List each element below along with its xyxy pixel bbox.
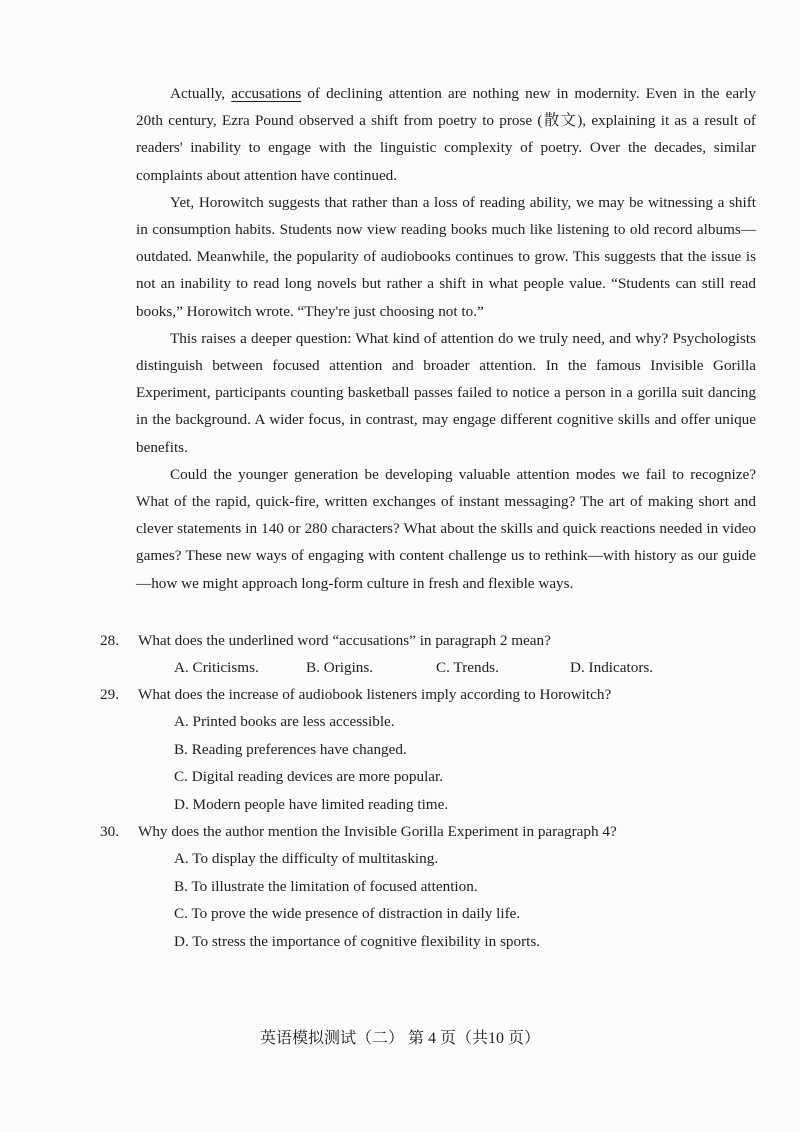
option-c: C. Digital reading devices are more popular.: [174, 768, 444, 786]
option-a: A. Criticisms.: [174, 659, 259, 677]
question-28-options: [136, 654, 756, 681]
question-number: 29.: [100, 686, 119, 704]
paragraph-3: Yet, Horowitch suggests that rather than a loss of reading ability, we may be witnessing a shift in consumption habits. Students now view reading books much like listening to old record albums—outdated. Meanwhile, the popularity of audiobooks continues to grow. This suggests that the issue is not an inability to read long novels but rather a shift in what people value. “Students can still read books,” Horowitch wrote. “They're just choosing not to.”: [136, 193, 756, 320]
question-text: Why does the author mention the Invisible Gorilla Experiment in paragraph 4?: [138, 823, 617, 841]
option-c: C. Trends.: [436, 659, 499, 677]
question-30: [100, 818, 756, 845]
question-number: 28.: [100, 631, 119, 649]
questions-section: [100, 627, 756, 955]
exam-page: [100, 80, 756, 955]
option-c: C. To prove the wide presence of distraction in daily life.: [174, 905, 521, 923]
option-d: D. Indicators.: [570, 659, 654, 677]
question-29: [100, 681, 756, 708]
page-footer: 英语模拟测试（二） 第 4 页（共10 页）: [259, 1030, 540, 1047]
option-a: A. To display the difficulty of multitasking.: [174, 850, 439, 868]
option-b: B. Origins.: [306, 659, 374, 677]
option-b: B. Reading preferences have changed.: [174, 740, 407, 758]
paragraph-2: Actually, accusations of declining attention are nothing new in modernity. Even in the early 20th century, Ezra Pound observed a shift from poetry to prose (散文), explaining it as a result of readers' inability to engage with the linguistic complexity of poetry. Over the decades, similar complaints about attention have continued.: [136, 85, 756, 184]
option-b: B. To illustrate the limitation of focused attention.: [174, 877, 478, 895]
option-d: D. To stress the importance of cognitive flexibility in sports.: [174, 932, 541, 950]
paragraph-4: This raises a deeper question: What kind of attention do we truly need, and why? Psychologists distinguish between focused attention and broader attention. In the famous Invisible Gorilla Experiment, participants counting basketball passes failed to notice a person in a gorilla suit dancing in the background. A wider focus, in contrast, may engage different cognitive skills and offer unique benefits.: [136, 329, 756, 456]
question-28: [100, 627, 756, 654]
underlined-word: accusations: [231, 85, 302, 102]
question-text: What does the underlined word “accusations” in paragraph 2 mean?: [138, 631, 551, 649]
paragraph-5: Could the younger generation be developing valuable attention modes we fail to recognize? What of the rapid, quick-fire, written exchanges of instant messaging? The art of making short and clever statements in 140 or 280 characters? What about the skills and quick reactions needed in video games? These new ways of engaging with content challenge us to rethink—with history as our guide—how we might approach long-form culture in fresh and flexible ways.: [136, 465, 756, 592]
question-number: 30.: [100, 823, 119, 841]
option-d: D. Modern people have limited reading time.: [174, 795, 449, 813]
question-text: What does the increase of audiobook listeners imply according to Horowitch?: [138, 686, 612, 704]
option-a: A. Printed books are less accessible.: [174, 713, 395, 731]
